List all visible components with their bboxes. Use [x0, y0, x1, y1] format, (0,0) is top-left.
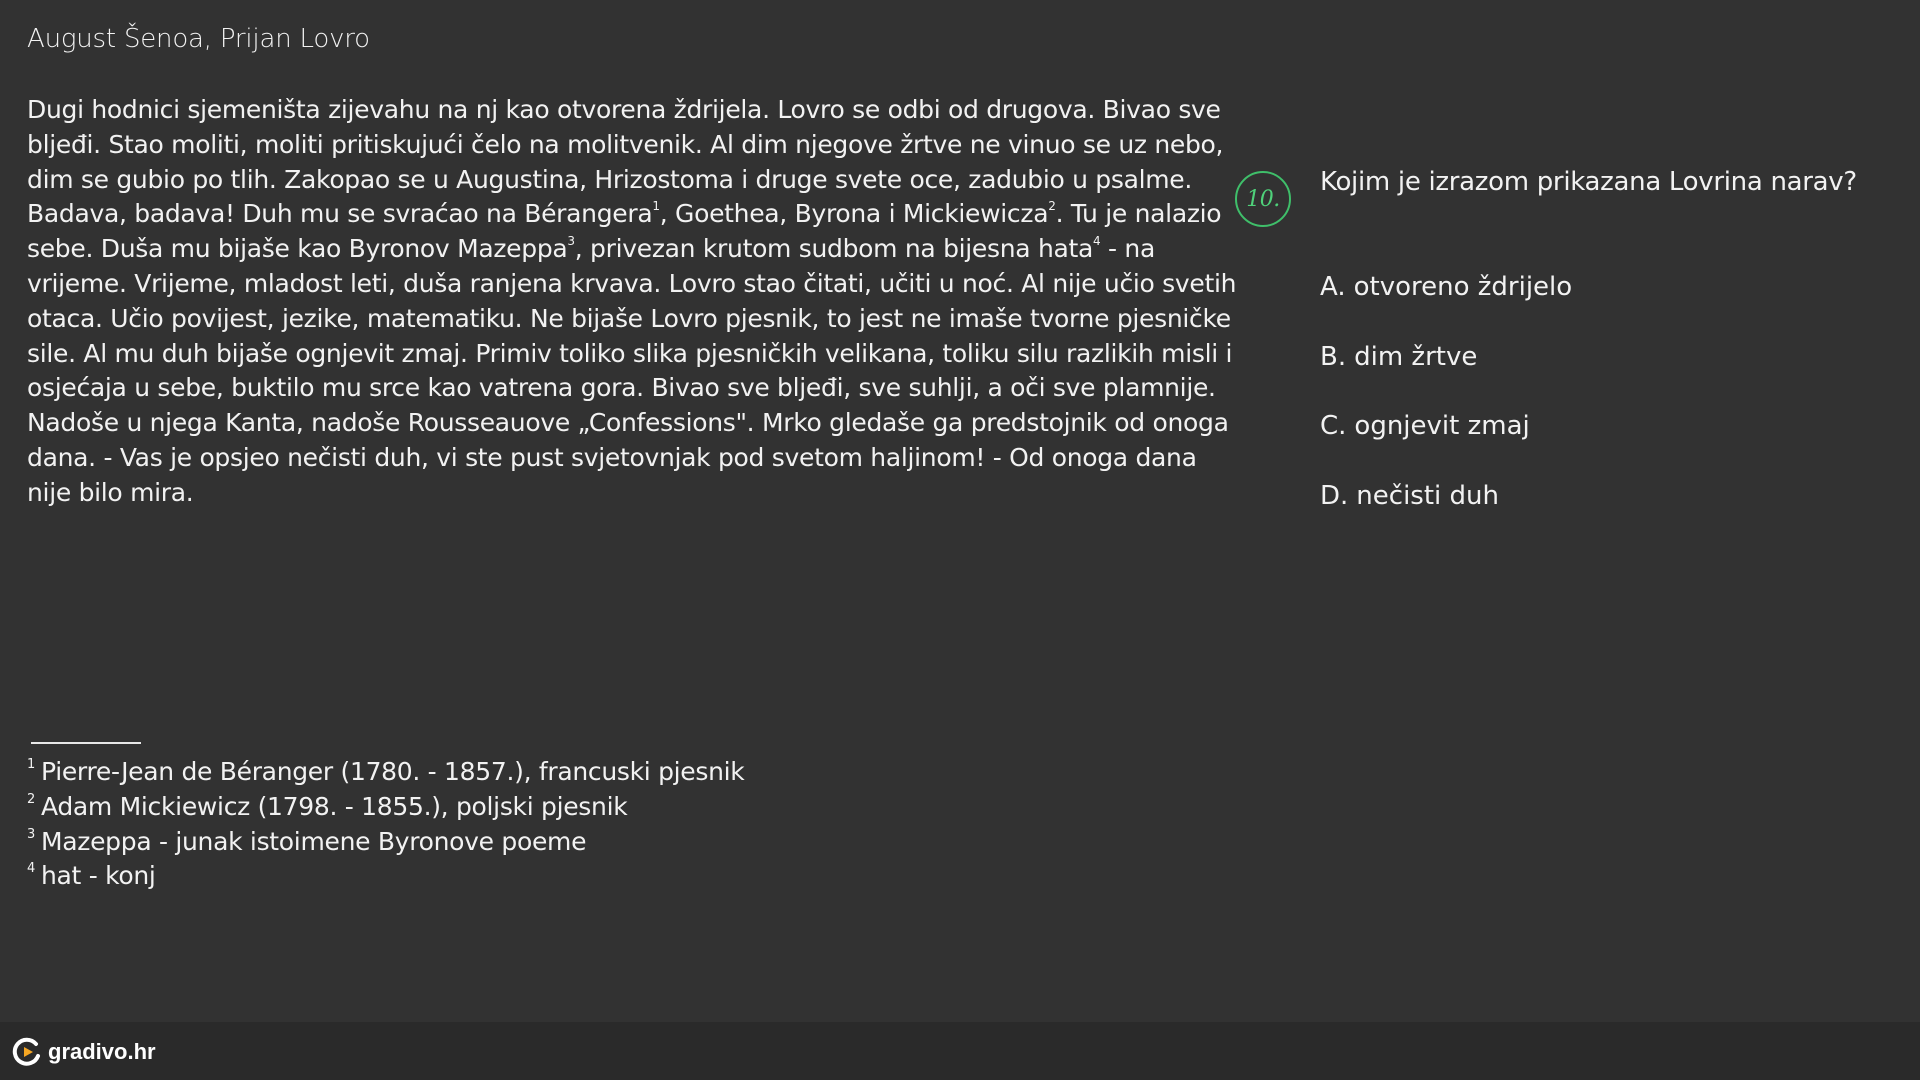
answer-letter: D.: [1320, 480, 1349, 511]
footnote-text: Adam Mickiewicz (1798. - 1855.), poljski pjesnik: [40, 791, 628, 821]
question-text: Kojim je izrazom prikazana Lovrina narav?: [1320, 167, 1857, 197]
footer-bar: [0, 1022, 1920, 1080]
passage-line: sile. Al mu duh bijaše ognjevit zmaj. Primiv toliko slika pjesničkih velikana, toliku silu razlikih misli i: [27, 338, 1233, 368]
answer-text: otvoreno ždrijelo: [1353, 272, 1573, 302]
passage-segment: , Goethea, Byrona i Mickiewicza: [659, 199, 1049, 229]
answer-text: ognjevit zmaj: [1354, 411, 1530, 441]
answer-text: dim žrtve: [1354, 341, 1478, 372]
brand-link[interactable]: [12, 1036, 156, 1068]
footnote-text: hat - konj: [40, 861, 156, 891]
answer-option-a[interactable]: [1320, 272, 1572, 342]
passage-segment: . Tu je nalazio: [1055, 199, 1222, 229]
footnote: [27, 859, 744, 894]
passage-segment: Badava, badava! Duh mu se svraćao na Bérangera: [27, 199, 653, 229]
passage-line: [27, 197, 1222, 232]
footnote: [27, 825, 744, 860]
brand-name: gradivo.hr: [48, 1039, 156, 1064]
footnote-number: 3: [27, 826, 35, 842]
answer-option-d[interactable]: [1320, 481, 1572, 551]
passage-line: vrijeme. Vrijeme, mladost leti, duša ranjena krvava. Lovro stao čitati, učiti u noć. Al nije učio svetih: [27, 268, 1237, 298]
passage-text: [27, 93, 1237, 511]
source-title: August Šenoa, Prijan Lovro: [27, 24, 370, 54]
footnote-ref: 4: [1093, 234, 1101, 249]
passage-line: nije bilo mira.: [27, 477, 194, 507]
passage-line: [27, 232, 1207, 267]
passage-line: dana. - Vas je opsjeo nečisti duh, vi ste pust svjetovnjak pod svetom haljinom! - Od onoga dana: [27, 442, 1197, 472]
answer-option-c[interactable]: [1320, 411, 1572, 481]
passage-segment: - na: [1100, 234, 1155, 264]
answer-option-b[interactable]: [1320, 342, 1572, 412]
footnote-text: Mazeppa - junak istoimene Byronove poeme: [40, 826, 587, 856]
passage-segment: sebe. Duša mu bijaše kao Byronov Mazeppa: [27, 234, 568, 264]
passage-line: dim se gubio po tlih. Zakopao se u Augustina, Hrizostoma i druge svete oce, zadubio u psalme.: [27, 164, 1193, 194]
answer-letter: B.: [1320, 341, 1347, 372]
passage-line: otaca. Učio povijest, jezike, matematiku. Ne bijaše Lovro pjesnik, to jest ne imaše tvorne pjesničke: [27, 303, 1231, 333]
footnote-number: 2: [27, 791, 35, 807]
footnote: [27, 755, 744, 790]
answer-letter: A.: [1320, 272, 1346, 302]
footnote-number: 4: [27, 861, 35, 877]
passage-line: Nadoše u njega Kanta, nadoše Rousseauove „Confessions". Mrko gledaše ga predstojnik od onoga: [27, 408, 1229, 438]
passage-line: bljeđi. Stao moliti, moliti pritiskujući čelo na molitvenik. Al dim njegove žrtve ne vinuo se uz nebo,: [27, 129, 1224, 159]
footnote-text: Pierre-Jean de Béranger (1780. - 1857.), francuski pjesnik: [40, 757, 745, 786]
passage-line: Dugi hodnici sjemeništa zijevahu na nj kao otvorena ždrijela. Lovro se odbi od drugova. Bivao sve: [27, 95, 1221, 124]
footnote-divider: [31, 742, 141, 744]
footnote-ref: 1: [652, 199, 660, 214]
answer-text: nečisti duh: [1356, 480, 1499, 511]
passage-line: osjećaja u sebe, buktilo mu srce kao vatrena gora. Bivao sve bljeđi, sve suhlji, a oči sve plamnije.: [27, 373, 1216, 403]
footnote-ref: 2: [1048, 199, 1056, 214]
footnote: [27, 790, 744, 825]
passage-segment: , privezan krutom sudbom na bijesna hata: [574, 234, 1094, 264]
gradivo-logo-icon: [12, 1037, 42, 1067]
footnote-number: 1: [27, 757, 35, 772]
footnotes: [27, 755, 744, 894]
footnote-ref: 3: [567, 234, 575, 249]
answer-list: [1320, 272, 1572, 550]
question-number-badge: 10.: [1235, 171, 1291, 227]
answer-letter: C.: [1320, 411, 1347, 441]
